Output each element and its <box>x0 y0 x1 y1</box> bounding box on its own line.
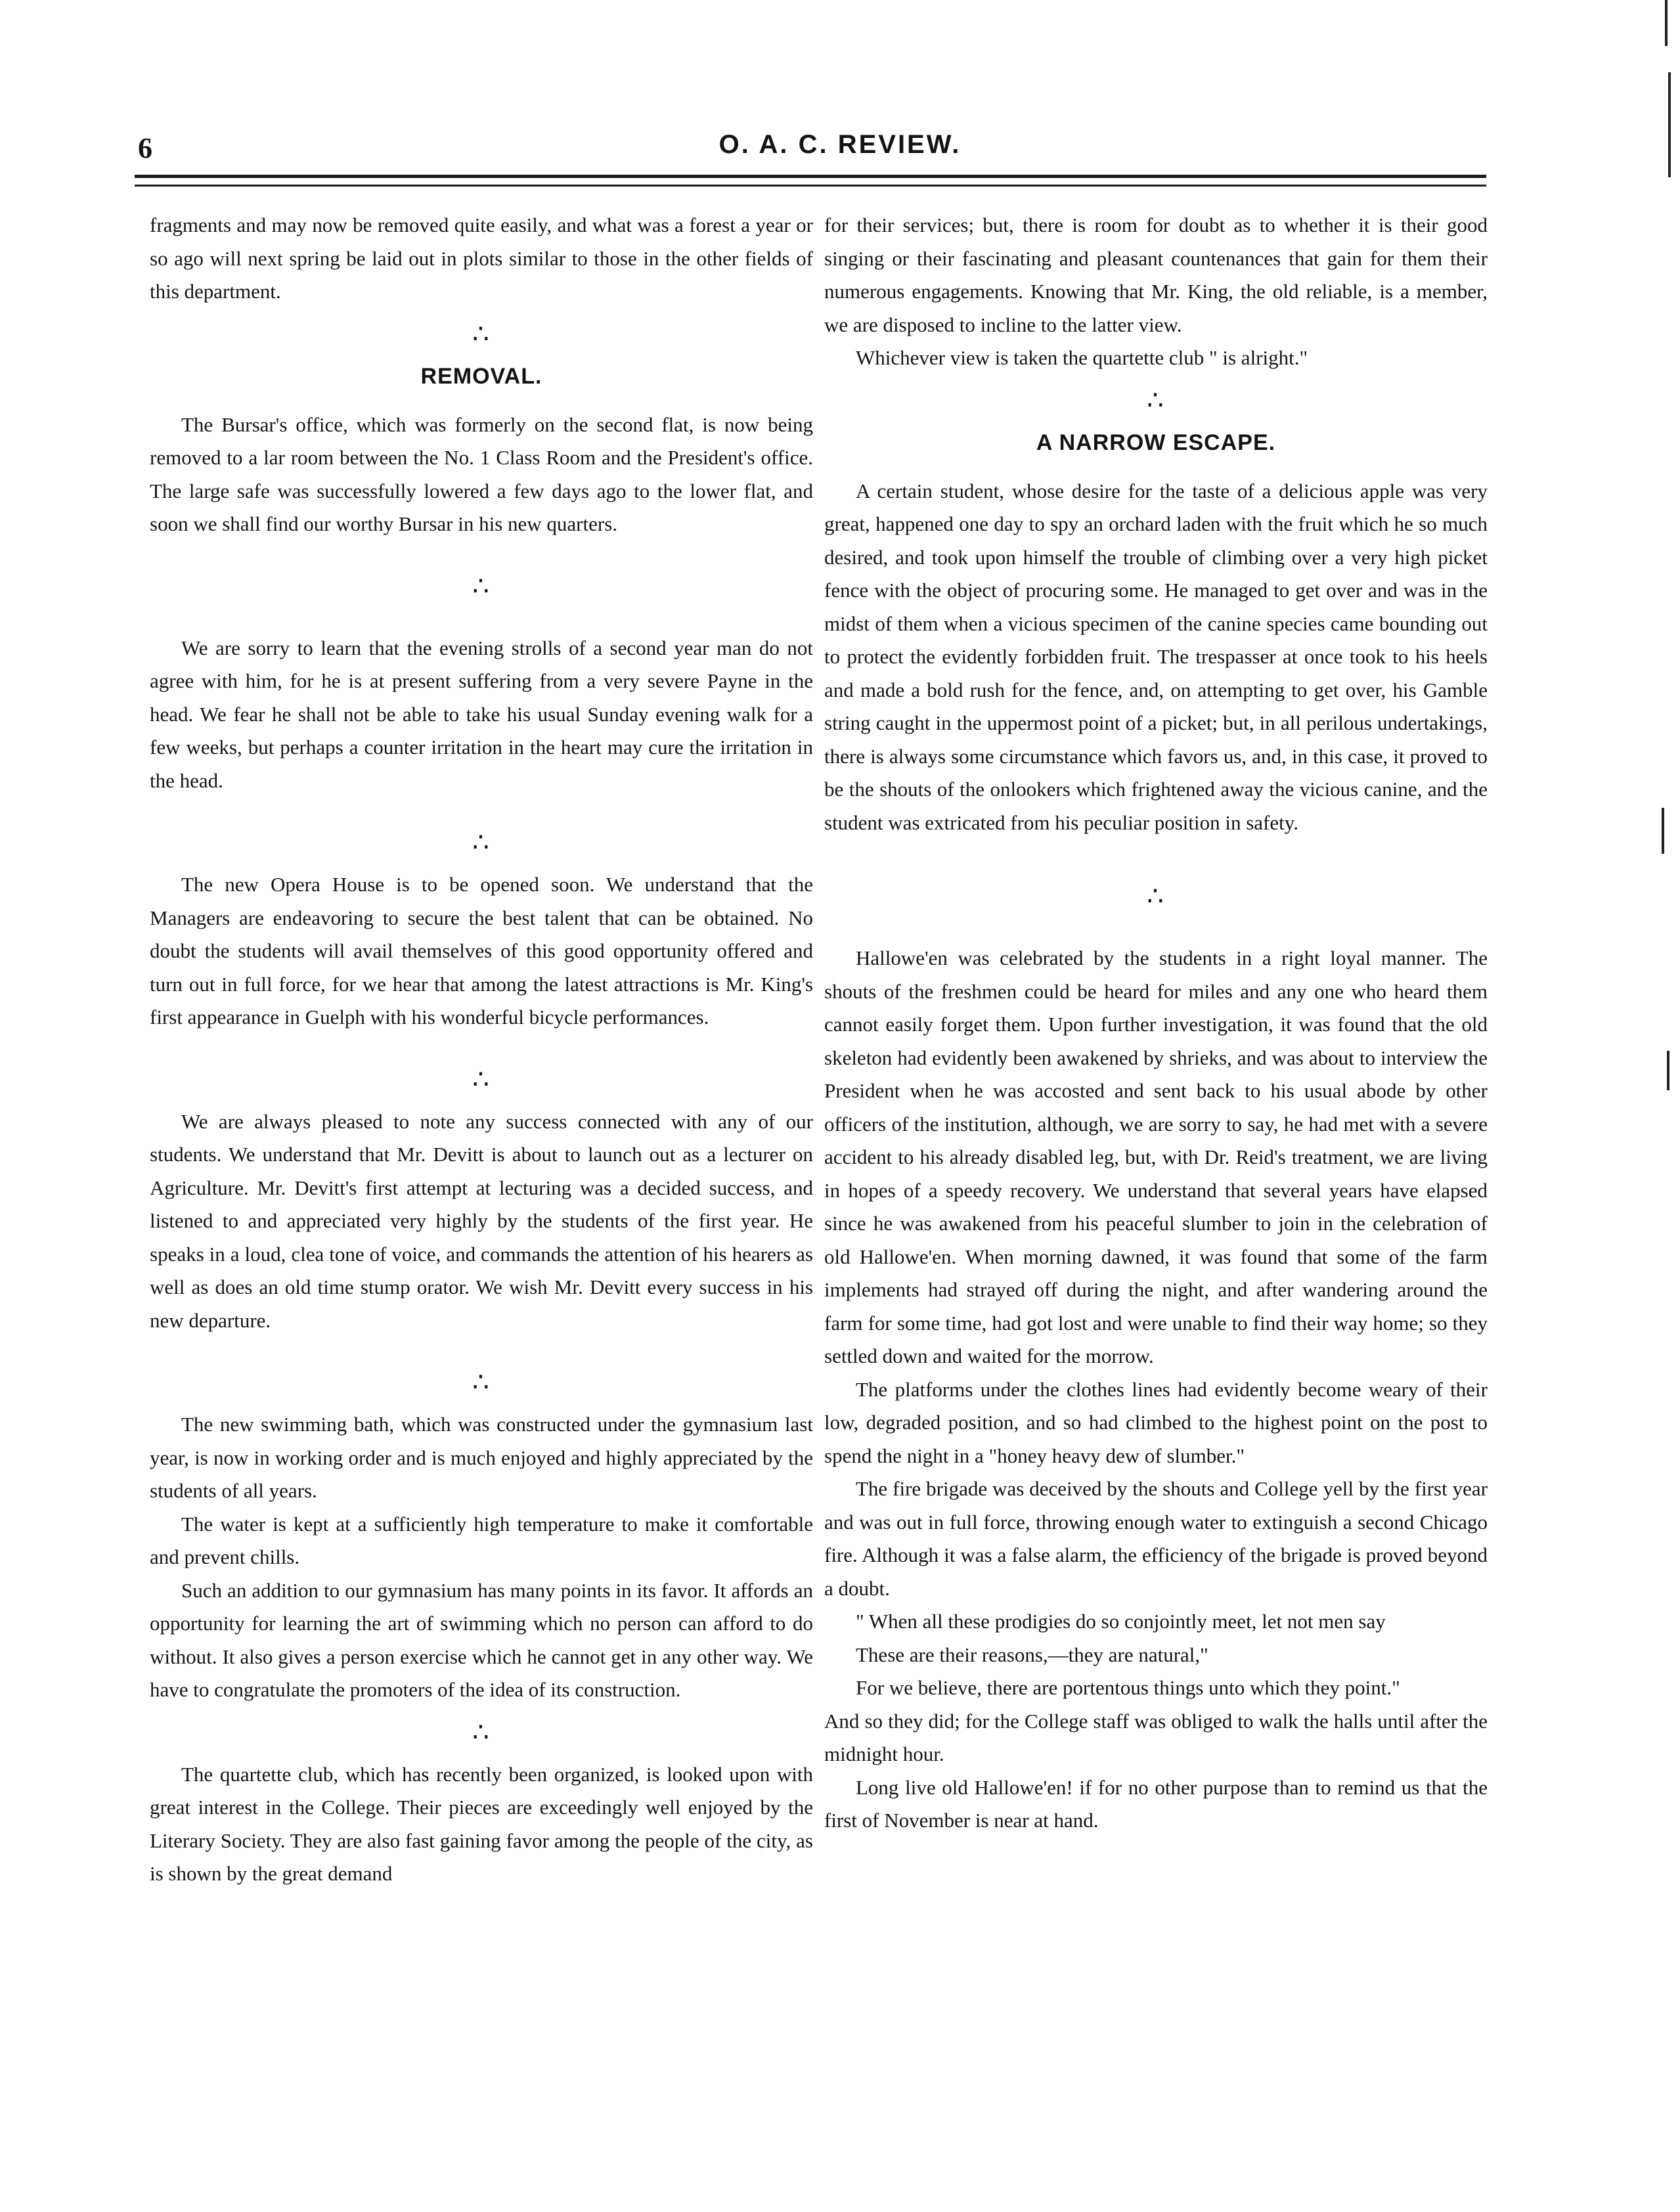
article-paragraph: Hallowe'en was celebrated by the students in a right loyal manner. The shouts of the freshmen could be heard for miles and any one who heard them cannot easily forget them. Upon further investigation, it was found that the old skeleton had evidently been awakened by shrieks, and was about to interview the President when he was accosted and sent back to his usual abode by other officers of the institution, although, we are sorry to say, he had met with a severe accident to his already disabled leg, but, with Dr. Reid's treatment, we are living in hopes of a speedy recovery. We understand that several years have elapsed since he was awakened from his peaceful slumber to join in the celebration of old Hallowe'en. When morning dawned, it was found that some of the farm implements had strayed off during the night, and after wandering around the farm for some time, had got lost and were unable to find their way home; so they settled down and waited for the morrow. <box>824 946 1488 1367</box>
header-rule-thin <box>135 185 1486 187</box>
article-paragraph: The new swimming bath, which was constructed under the gymnasium last year, is now in working order and is much enjoyed and highly appreciated by the students of all years. <box>150 1413 813 1502</box>
article-paragraph: Whichever view is taken the quartette club " is alright." <box>856 346 1308 369</box>
article-paragraph: fragments and may now be removed quite easily, and what was a forest a year or so ago will next spring be laid out in plots similar to those in the other fields of this department. <box>150 213 813 303</box>
section-divider: ∴ <box>1147 881 1165 911</box>
article-paragraph: The quartette club, which has recently been organized, is looked upon with great interest in the College. Their pieces are exceedingly well enjoyed by the Literary Society. They are also fast gaining favor among the people of the city, as is shown by the great demand <box>150 1762 813 1885</box>
article-paragraph: The Bursar's office, which was formerly on the second flat, is now being removed to a lar room between the No. 1 Class Room and the President's office. The large safe was successfully lowered a few days ago to the lower flat, and soon we shall find our worthy Bursar in his new quarters. <box>150 412 813 535</box>
section-divider: ∴ <box>472 828 491 857</box>
section-divider: ∴ <box>472 1367 491 1397</box>
article-paragraph: We are always pleased to note any success connected with any of our students. We understand that Mr. Devitt is about to launch out as a lecturer on Agriculture. Mr. Devitt's first attempt at lecturing was a decided success, and listened to and appreciated very highly by the students of the first year. He speaks in a loud, clea tone of voice, and commands the attention of his hearers as well as does an old time stump orator. We wish Mr. Devitt every success in his new departure. <box>150 1109 813 1332</box>
scan-margin-mark <box>1667 1051 1669 1090</box>
removal-heading: REMOVAL. <box>420 363 542 389</box>
narrow-escape-heading: A NARROW ESCAPE. <box>1036 430 1276 455</box>
left-column <box>150 209 813 1891</box>
article-paragraph: Long live old Hallowe'en! if for no other purpose than to remind us that the first of November is near at hand. <box>824 1775 1488 1832</box>
section-divider: ∴ <box>472 319 491 349</box>
article-paragraph: Such an addition to our gymnasium has many points in its favor. It affords an opportunity for learning the art of swimming which no person can afford to do without. It also gives a person exercise which he cannot get in any other way. We have to congratulate the promoters of the idea of its construction. <box>150 1578 813 1701</box>
section-divider: ∴ <box>472 1717 491 1747</box>
article-paragraph: The platforms under the clothes lines had evidently become weary of their low, degraded position, and so had climbed to the highest point on the post to spend the night in a "honey heavy dew of slumber." <box>824 1377 1488 1467</box>
section-divider: ∴ <box>472 1064 491 1094</box>
right-column <box>824 209 1488 1838</box>
article-paragraph: The new Opera House is to be opened soon. We understand that the Managers are endeavoring to secure the best talent that can be obtained. No doubt the students will avail themselves of this good opportunity offered and turn out in full force, for we hear that among the latest attractions is Mr. King's first appearance in Guelph with his wonderful bicycle performances. <box>150 873 813 1029</box>
article-paragraph: A certain student, whose desire for the taste of a delicious apple was very great, happened one day to spy an orchard laden with the fruit which he so much desired, and took upon himself the trouble of climbing over a very high picket fence with the object of procuring some. He managed to get over and was in the midst of them when a vicious specimen of the canine species came bounding out to protect the evidently forbidden fruit. The trespasser at once took to his heels and made a bold rush for the fence, and, on attempting to get over, his Gamble string caught in the uppermost point of a picket; but, in all perilous undertakings, there is always some circumstance which favors us, and, in this case, it proved to be the shouts of the onlookers which frightened away the vicious canine, and the student was extricated from his peculiar position in safety. <box>824 479 1488 834</box>
scan-margin-mark <box>1665 0 1668 46</box>
section-divider: ∴ <box>472 571 491 601</box>
poem-quote <box>824 1605 1488 1705</box>
scan-margin-mark <box>1668 72 1671 177</box>
article-paragraph: We are sorry to learn that the evening strolls of a second year man do not agree with him, for he is at present suffering from a very severe Payne in the head. We fear he shall not be able to take his usual Sunday evening walk for a few weeks, but perhaps a counter irritation in the heart may cure the irritation in the head. <box>150 636 813 792</box>
quote-line: " When all these prodigies do so conjointly meet, let not men say <box>856 1610 1386 1633</box>
quote-line: For we believe, there are portentous things unto which they point." <box>856 1676 1400 1699</box>
article-paragraph: The water is kept at a sufficiently high temperature to make it comfortable and prevent chills. <box>150 1512 813 1568</box>
quote-line: These are their reasons,—they are natural," <box>856 1643 1208 1666</box>
scan-margin-mark <box>1662 808 1664 854</box>
article-paragraph: The fire brigade was deceived by the shouts and College yell by the first year and was out in full force, throwing enough water to extinguish a second Chicago fire. Although it was a false alarm, the efficiency of the brigade is proved beyond a doubt. <box>824 1477 1488 1600</box>
header-rule-thick <box>135 175 1486 178</box>
article-paragraph: And so they did; for the College staff was obliged to walk the halls until after the midnight hour. <box>824 1709 1488 1765</box>
section-divider: ∴ <box>1147 385 1165 415</box>
article-paragraph: for their services; but, there is room for doubt as to whether it is their good singing or their fascinating and pleasant countenances that gain for them their numerous engagements. Knowing that Mr. King, the old reliable, is a member, we are disposed to incline to the latter view. <box>824 213 1488 336</box>
running-title: O. A. C. REVIEW. <box>718 130 962 159</box>
page-number: 6 <box>138 132 152 164</box>
